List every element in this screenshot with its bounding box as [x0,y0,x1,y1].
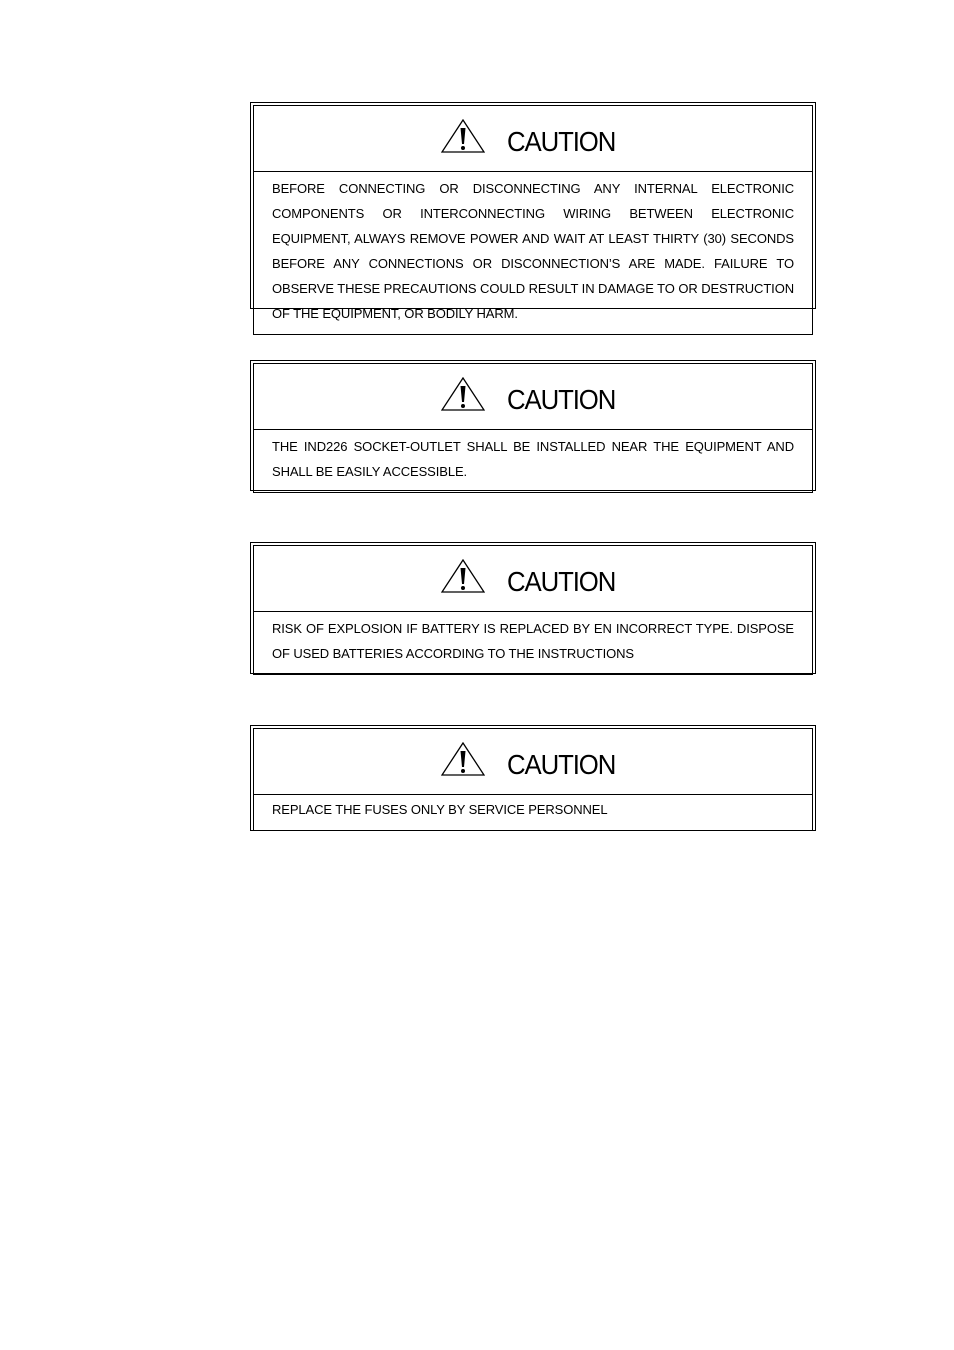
caution-title: CAUTION [507,748,616,780]
caution-title: CAUTION [507,565,616,597]
caution-box-power [250,102,816,321]
warning-triangle-icon [441,119,485,153]
caution-box-inner [253,363,813,493]
caution-header [254,364,812,430]
caution-text: THE IND226 SOCKET-OUTLET SHALL BE INSTALLED NEAR THE EQUIPMENT AND SHALL BE EASILY ACCESSIBLE. [272,439,794,479]
caution-header [254,106,812,172]
caution-header [254,729,812,795]
warning-triangle-icon [441,742,485,776]
caution-box-inner [253,105,813,335]
caution-title: CAUTION [507,125,616,157]
caution-text: RISK OF EXPLOSION IF BATTERY IS REPLACED BY EN INCORRECT TYPE. DISPOSE OF USED BATTERIES ACCORDING TO THE INSTRUCTIONS [272,621,794,661]
caution-text: REPLACE THE FUSES ONLY BY SERVICE PERSONNEL [272,802,608,817]
caution-text: BEFORE CONNECTING OR DISCONNECTING ANY INTERNAL ELECTRONIC COMPONENTS OR INTERCONNECTING WIRING BETWEEN ELECTRONIC EQUIPMENT, ALWAYS REMOVE POWER AND WAIT AT LEAST THIRTY (30) SECONDS BEFORE ANY CONNECTIONS OR DISCONNECTION’S ARE MADE. FAILURE TO OBSERVE THESE PRECAUTIONS COULD RESULT IN DAMAGE TO OR DESTRUCTION OF THE EQUIPMENT, OR BODILY HARM. [272,181,794,321]
caution-box-inner [253,545,813,675]
caution-title: CAUTION [507,383,616,415]
caution-box-socket-outlet [250,360,816,491]
caution-box-inner [253,728,813,831]
warning-triangle-icon [441,559,485,593]
caution-header [254,546,812,612]
caution-box-battery [250,542,816,674]
caution-box-fuses [250,725,816,831]
warning-triangle-icon [441,377,485,411]
